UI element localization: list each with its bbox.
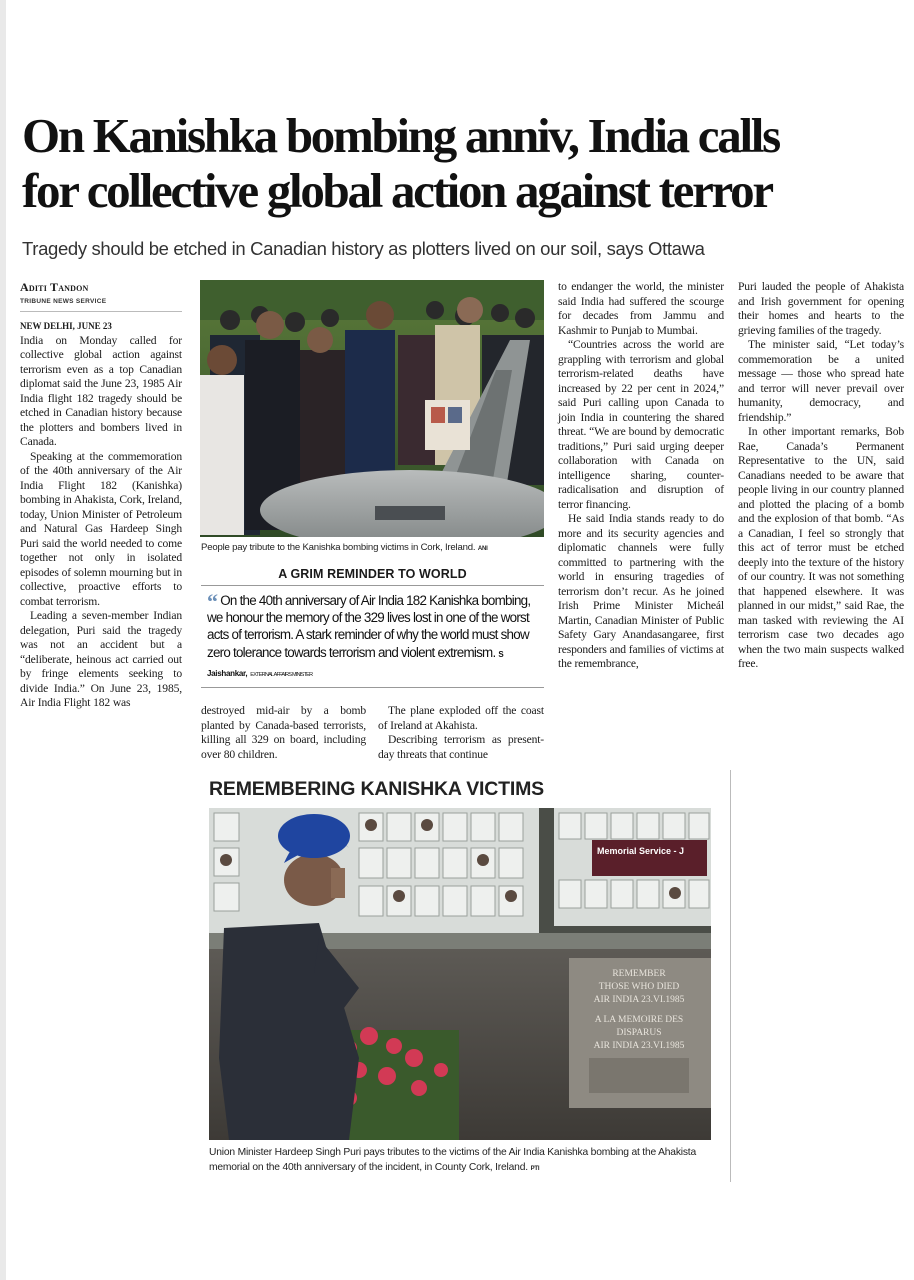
plaque-line: REMEMBER (612, 969, 666, 979)
ceremony-photo-image (200, 280, 544, 537)
byline: Aditi Tandon (20, 280, 89, 294)
paragraph: destroyed mid-air by a bomb planted by Canada-based terrorists, killing all 329 on board, including over 80 children. (201, 704, 366, 761)
dateline: NEW DELHI, JUNE 23 (20, 321, 112, 331)
plaque-line: AIR INDIA 23.VI.1985 (593, 1041, 685, 1051)
pull-quote-title: A GRIM REMINDER TO WORLD (278, 567, 467, 581)
caption-text: Union Minister Hardeep Singh Puri pays tributes to the victims of the Air India Kanishka bombing at the Ahakista memorial on the 40th anniversary of the incident, in County Cork, Ireland. (209, 1147, 696, 1173)
article-column-5 (738, 280, 904, 672)
headline (22, 108, 902, 218)
subheadline: Tragedy should be etched in Canadian history as plotters lived on our soil, says Ottawa (22, 238, 705, 259)
pull-quote-role: EXTERNAL AFFAIRS MINISTER (250, 671, 313, 678)
memorial-photo (209, 808, 711, 1140)
paragraph: “Countries across the world are grappling with terrorism and global terrorism-related deaths have increased by 22 per cent in 2024,” said Puri calling upon Canada to join India in countering the shared threat. “We are bound by democratic traditions,” Puri said urging deeper collaboration with Canada on intelligence sharing, counter-radicalisation and disruption of terror financing. (558, 338, 724, 511)
article-column-1 (20, 280, 182, 711)
paragraph: Describing terrorism as present-day threats that continue (378, 733, 544, 761)
article-column-3 (378, 704, 544, 762)
paragraph: The plane exploded off the coast of Ireland at Akahista. (378, 704, 544, 732)
paragraph: Puri lauded the people of Ahakista and Irish government for opening their homes and hearts to the grieving families of the tragedy. (738, 280, 904, 337)
memorial-board-heading: Memorial Service - J (597, 846, 685, 856)
headline-line-2: for collective global action against terror (22, 163, 772, 218)
plaque-line: AIR INDIA 23.VI.1985 (593, 995, 685, 1005)
paragraph: to endanger the world, the minister said India had suffered the scourge for decades from Jammu and Kashmir to Punjab to Mumbai. (558, 280, 724, 337)
pull-quote-text: On the 40th anniversary of Air India 182 Kanishka bombing, we honour the memory of the 329 lives lost in one of the worst acts of terrorism. A stark reminder of why the world must show zero tolerance towards terrorism and violent extremism. (207, 593, 531, 660)
photo-credit: PTI (530, 1166, 540, 1172)
ceremony-photo (200, 280, 544, 537)
plaque-line: DISPARUS (616, 1028, 662, 1038)
pull-quote-author: S Jaishankar, (207, 649, 504, 678)
photo-credit: ANI (477, 546, 488, 552)
paragraph: Leading a seven-member Indian delegation, Puri said the tragedy was not an accident but a “deliberate, heinous act carried out by fringe elements seeking to divide India.” On June 23, 1985, Air India Flight 182 was (20, 609, 182, 709)
headline-line-1: On Kanishka bombing anniv, India calls (22, 108, 779, 163)
caption-text: People pay tribute to the Kanishka bombing victims in Cork, Ireland. (201, 542, 476, 553)
quote-mark-icon: “ (207, 589, 218, 614)
ceremony-photo-caption (201, 541, 544, 556)
paragraph: In other important remarks, Bob Rae, Canada’s Permanent Representative to the UN, said Canadians needed to be aware that people living in our country planned and plotted the placing of a bomb and the explosion of that bomb. “As a Canadian, I feel so strongly that this act of terror must be etched deeply into the texture of the history of our country. It was not something that happened elsewhere. It was planned in our midst,” said Rae, the man tasked with reviewing the AI terrorism case two decades ago when the two main suspects walked free. (738, 425, 904, 670)
paragraph: He said India stands ready to do more and its security agencies and diplomatic channels were fully committed to partnering with the world in ensuring tragedies of terrorism don’t recur. As he joined Irish Prime Minister Micheál Martin, Canadian Minister of Public Safety Gary Anandasangaree, first responders and families of victims at the remembrance, (558, 512, 724, 670)
paragraph: Speaking at the commemoration of the 40th anniversary of the Air India Flight 182 (Kanishka) bombing in Ahakista, Cork, Ireland, today, Union Minister of Petroleum and Natural Gas Hardeep Singh Puri said the world needed to come together not only in isolated episodes of solemn mourning but in collective, proactive efforts to combat terrorism. (20, 449, 182, 608)
plaque-line: THOSE WHO DIED (598, 982, 680, 992)
lead-paragraph (20, 319, 182, 450)
page-edge (0, 0, 6, 1280)
memorial-photo-caption (209, 1145, 714, 1177)
section-divider (730, 770, 731, 1182)
article-column-4 (558, 280, 724, 672)
paragraph-text: India on Monday called for collective global action against terrorism even as a top Canadian diplomat said the June 23, 1985 Air India flight 182 tragedy should be etched in Canadian history because the plotters and bombers lived in Canada. (20, 333, 182, 448)
memorial-photo-image (209, 808, 711, 1140)
pull-quote (201, 585, 544, 688)
byline-service: TRIBUNE NEWS SERVICE (20, 295, 182, 313)
plaque-line: A LA MEMOIRE DES (594, 1015, 684, 1025)
section-title: REMEMBERING KANISHKA VICTIMS (209, 778, 544, 800)
article-column-2 (201, 704, 366, 762)
paragraph: The minister said, “Let today’s commemoration be a united message — those who spread hate and terror will never prevail over humanity, democracy, and friendship.” (738, 338, 904, 424)
